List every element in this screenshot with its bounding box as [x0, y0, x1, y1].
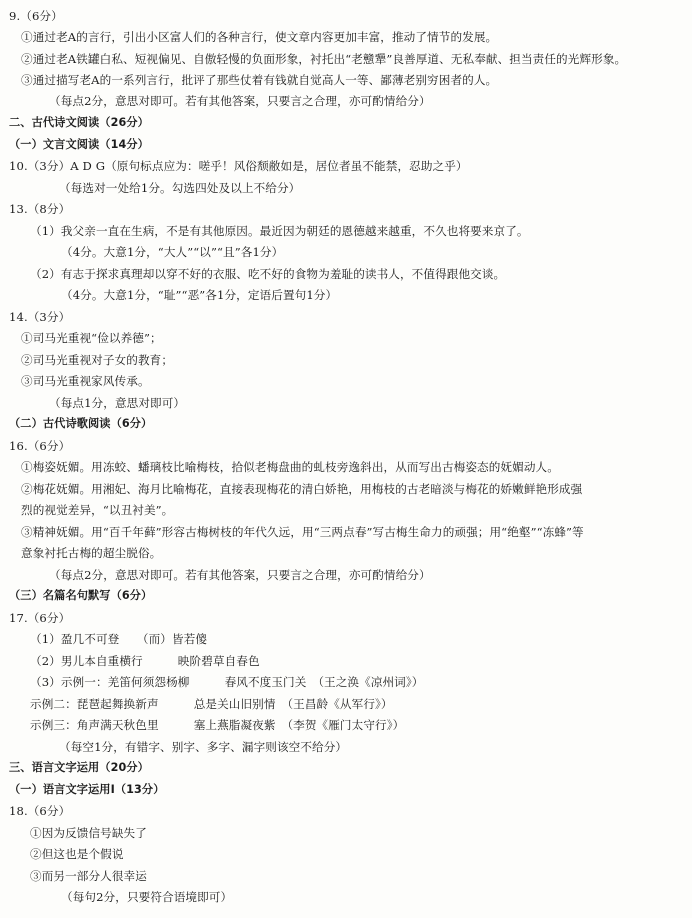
q9-heading: 9.（6分） — [9, 9, 63, 23]
q13-heading: 13.（8分） — [9, 202, 71, 216]
q18-scoring-note: （每句2分，只要符合语境即可） — [61, 890, 233, 904]
section-2-heading: 二、古代诗文阅读（26分） — [9, 116, 149, 129]
q17-example-1: （3）示例一：羌笛何须怨杨柳 春风不度玉门关 （王之涣《凉州词》） — [30, 675, 424, 689]
q16-point-3-cont: 意象衬托古梅的超尘脱俗。 — [21, 546, 162, 560]
section-2-3-heading: （三）名篇名句默写（6分） — [9, 589, 153, 602]
q13-scoring-2: （4分。大意1分，“耻”“恶”各1分，定语后置句1分） — [61, 288, 338, 302]
q9-point-2: ②通过老A铁罐白私、短视偏见、自傲轻慢的负面形象，衬托出“老戆犟”良善厚道、无私奉献、担当责任的光辉形象。 — [21, 52, 627, 66]
q17-heading: 17.（6分） — [9, 611, 71, 625]
section-3-heading: 三、语言文字运用（20分） — [9, 761, 149, 774]
q17-scoring-note: （每空1分，有错字、别字、多字、漏字则该空不给分） — [59, 740, 348, 754]
q14-heading: 14.（3分） — [9, 310, 71, 324]
q18-heading: 18.（6分） — [9, 804, 71, 818]
q9-point-1: ①通过老A的言行，引出小区富人们的各种言行，使文章内容更加丰富，推动了情节的发展。 — [21, 30, 498, 44]
q17-example-3: 示例三：角声满天秋色里 塞上燕脂凝夜紫 （李贺《雁门太守行》） — [30, 718, 405, 732]
section-3-1-heading: （一）语言文字运用Ⅰ（13分） — [9, 783, 165, 796]
q18-answer-3: ③而另一部分人很幸运 — [30, 869, 147, 883]
q17-example-2: 示例二：琵琶起舞换新声 总是关山旧别情 （王昌龄《从军行》） — [30, 697, 393, 711]
q14-point-3: ③司马光重视家风传承。 — [21, 374, 150, 388]
q10-answer: 10.（3分）A D G（原句标点应为：嗟乎！风俗颓敝如是，居位者虽不能禁，忍助之乎） — [9, 159, 468, 173]
q16-point-1: ①梅姿妩媚。用冻蛟、蟠璃枝比喻梅枝，拾似老梅盘曲的虬枝旁逸斜出，从而写出古梅姿态的妩媚动人。 — [21, 460, 559, 474]
q9-scoring-note: （每点2分，意思对即可。若有其他答案，只要言之合理，亦可酌情给分） — [49, 94, 431, 108]
q14-scoring-note: （每点1分，意思对即可） — [49, 396, 186, 410]
q10-scoring-note: （每选对一处给1分。勾选四处及以上不给分） — [59, 181, 301, 195]
q13-translation-2: （2）有志于探求真理却以穿不好的衣服、吃不好的食物为羞耻的读书人，不值得跟他交谈。 — [30, 267, 506, 281]
q17-answer-2: （2）男儿本自重横行 映阶碧草自春色 — [30, 654, 260, 668]
q9-point-3: ③通过描写老A的一系列言行，批评了那些仗着有钱就自觉高人一等、鄙薄老别穷困者的人。 — [21, 73, 498, 87]
section-2-1-heading: （一）文言文阅读（14分） — [9, 138, 149, 151]
q17-answer-1: （1）盈几不可登 （而）皆若傻 — [30, 632, 208, 646]
q16-heading: 16.（6分） — [9, 439, 71, 453]
q14-point-2: ②司马光重视对子女的教育； — [21, 353, 174, 367]
q16-point-3: ③精神妩媚。用“百千年藓”形容古梅树枝的年代久远，用“三两点春”写古梅生命力的顽强；用“绝壑”“冻蜂”等 — [21, 525, 584, 539]
q18-answer-1: ①因为反馈信号缺失了 — [30, 826, 147, 840]
q14-point-1: ①司马光重视“俭以养德”； — [21, 331, 162, 345]
q13-scoring-1: （4分。大意1分，“大人”“以”“且”各1分） — [61, 245, 284, 259]
q16-point-2: ②梅花妩媚。用湘妃、海月比喻梅花，直接表现梅花的清白娇艳，用梅枝的古老暗淡与梅花的娇嫩鲜艳形成强 — [21, 482, 583, 496]
q18-answer-2: ②但这也是个假说 — [30, 847, 124, 861]
q16-point-2-cont: 烈的视觉差异，“以丑衬美”。 — [21, 503, 174, 517]
q13-translation-1: （1）我父亲一直在生病，不是有其他原因。最近因为朝廷的恩德越来越重，不久也将要来京了。 — [30, 224, 529, 238]
section-2-2-heading: （二）古代诗歌阅读（6分） — [9, 417, 153, 430]
q16-scoring-note: （每点2分，意思对即可。若有其他答案，只要言之合理，亦可酌情给分） — [49, 568, 431, 582]
